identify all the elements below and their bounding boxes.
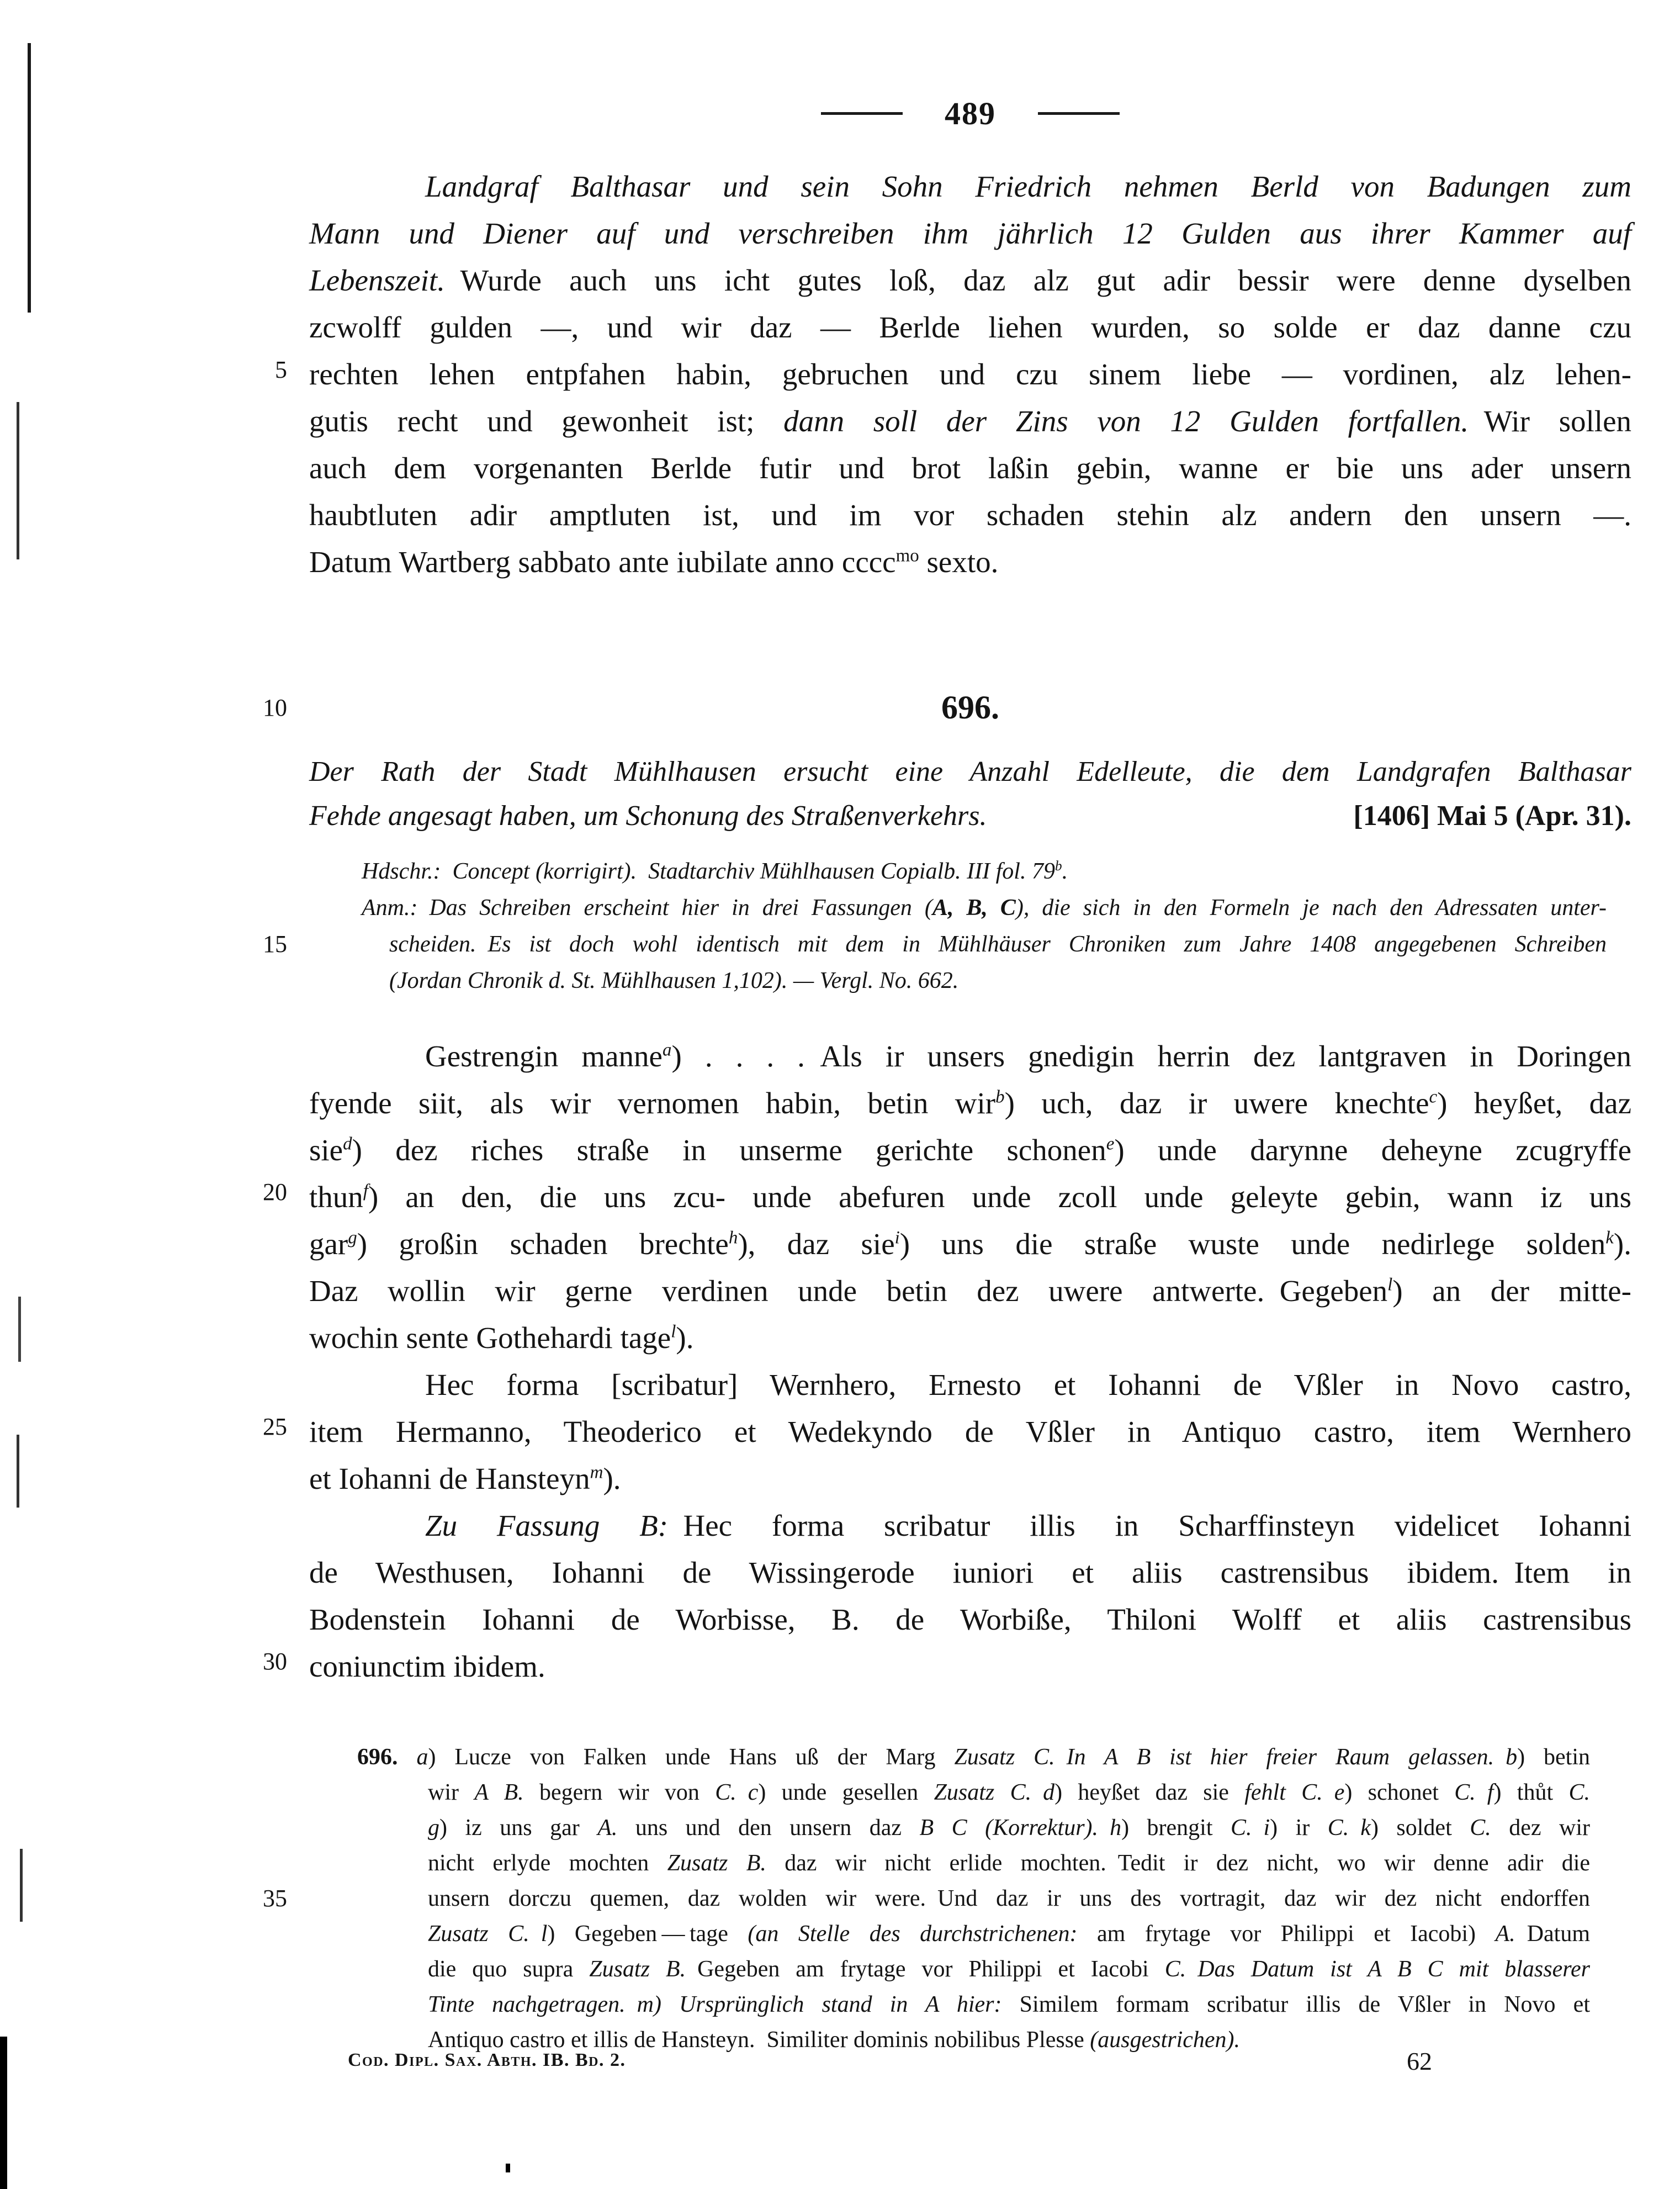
text-segment: ), die sich in den Formeln je nach den Adressaten unter- <box>1015 895 1607 921</box>
text-segment: C. f <box>1454 1780 1494 1805</box>
text-segment: ) ir <box>1270 1815 1328 1841</box>
text-line <box>428 1846 1590 1881</box>
text-segment <box>1252 1815 1264 1841</box>
text-line <box>309 1173 1631 1220</box>
text-segment: Datum <box>1515 1921 1590 1947</box>
text-segment: B C (Korrektur). <box>919 1815 1099 1841</box>
margin-line-number-5: 5 <box>275 356 287 383</box>
text-line <box>309 538 1631 585</box>
text-segment: coniunctim ibidem. <box>309 1649 545 1683</box>
text-segment: Antiquo castro et illis de Hansteyn. Similiter dominis nobilibus Plesse <box>428 2027 1090 2053</box>
text-segment: ) uns die straße wuste unde nedirlege solden <box>899 1227 1606 1261</box>
page-header <box>309 88 1631 138</box>
text-segment: Hec forma scribatur illis in Scharffinsteyn videlicet Iohanni <box>668 1509 1631 1542</box>
text-line <box>309 445 1631 491</box>
text-line <box>428 1775 1590 1810</box>
scan-artifact <box>28 43 31 313</box>
text-segment: Lebenszeit. <box>309 263 445 297</box>
text-line <box>309 1408 1631 1455</box>
text-line <box>309 257 1631 304</box>
text-segment: ) unde darynne deheyne zcugryffe <box>1114 1133 1631 1167</box>
text-line <box>309 1643 1631 1690</box>
text-segment: ) an der mitte- <box>1392 1274 1631 1308</box>
text-segment: i <box>894 1228 900 1248</box>
text-segment: ) brengit <box>1121 1815 1231 1841</box>
text-segment: haubtluten adir amptluten ist, und im vor schaden stehin alz andern den unsern —. <box>309 498 1631 532</box>
text-segment: begern wir von <box>523 1780 716 1805</box>
text-segment: Wurde auch uns icht gutes loß, daz alz gut adir bessir were denne dyselben <box>444 263 1631 297</box>
text-line <box>362 853 1607 890</box>
text-segment: ). <box>1613 1227 1631 1261</box>
text-line <box>428 1881 1590 1916</box>
text-segment: ) schonet <box>1344 1780 1455 1805</box>
text-segment: l <box>671 1321 676 1342</box>
series-signature: Cod. Dipl. Sax. Abth. IB. Bd. 2. <box>348 2050 626 2070</box>
text-segment: am frytage vor Philippi et Iacobi) <box>1077 1921 1496 1947</box>
text-segment: scheiden. Es ist doch wohl identisch mit dem in Mühlhäuser Chroniken zum Jahre 1408 angegebenen Schreiben <box>389 932 1607 957</box>
text-segment: l <box>1387 1275 1393 1295</box>
text-segment: A. <box>597 1815 618 1841</box>
text-line <box>309 210 1631 257</box>
text-segment: h <box>728 1228 738 1248</box>
text-segment: b <box>1054 859 1062 874</box>
text-line <box>309 163 1631 210</box>
margin-line-number-35: 35 <box>263 1885 287 1912</box>
header-rule-right <box>1038 112 1120 115</box>
text-line <box>309 351 1631 398</box>
text-segment: C. c <box>715 1780 759 1805</box>
text-segment: ) Lucze von Falken unde Hans uß der Marg <box>428 1744 955 1770</box>
text-segment: ) dez riches straße in unserme gerichte schonen <box>352 1133 1106 1167</box>
scan-artifact <box>18 1297 21 1362</box>
text-segment: gar <box>309 1227 348 1261</box>
text-segment: Tinte nachgetragen. m) Ursprünglich stand in A hier: <box>428 1992 1002 2017</box>
text-segment: d <box>343 1134 352 1154</box>
header-rule-left <box>821 112 903 115</box>
text-segment: ) . . . . Als ir unsers gnedigin herrin dez lantgraven in Doringen <box>671 1039 1631 1073</box>
text-segment: Landgraf Balthasar und sein Sohn Friedrich nehmen Berld von Badungen zum <box>425 170 1631 203</box>
text-segment: Mann und Diener auf und verschreiben ihm jährlich 12 Gulden aus ihrer Kammer auf <box>309 216 1631 250</box>
scan-artifact <box>17 402 19 559</box>
text-segment: unsern dorczu quemen, daz wolden wir were. Und daz ir uns des vortragit, daz wir dez nicht endorffen <box>428 1886 1590 1911</box>
text-segment: k <box>1605 1228 1614 1248</box>
text-segment: Zusatz C. l <box>428 1921 548 1947</box>
scan-artifact <box>506 2164 510 2172</box>
text-segment <box>1349 1815 1360 1841</box>
text-segment: (an Stelle des durchstrichenen: <box>748 1921 1078 1947</box>
text-segment: C. Das Datum ist A B C mit blasserer <box>1164 1957 1590 1982</box>
entry-696-summary <box>309 750 1631 838</box>
text-segment: C. <box>1568 1780 1590 1805</box>
text-segment: ) an den, die uns zcu- unde abefuren unde zcoll unde geleyte gebin, wann iz uns <box>368 1180 1631 1214</box>
text-segment: h <box>1110 1815 1122 1841</box>
text-segment: ) uch, daz ir uwere knechte <box>1004 1086 1429 1120</box>
text-line <box>389 926 1607 963</box>
text-segment: m <box>590 1462 603 1483</box>
text-segment: Hdschr.: Concept (korrigirt). Stadtarchiv Mühlhausen Copialb. III fol. 79 <box>362 859 1055 884</box>
text-line <box>309 1549 1631 1596</box>
text-line <box>357 1739 1591 1775</box>
text-segment: ) unde gesellen <box>758 1780 934 1805</box>
text-line <box>309 1455 1631 1502</box>
text-segment: uns und den unsern daz <box>617 1815 920 1841</box>
text-segment: Zusatz B. <box>667 1850 766 1876</box>
text-segment: C. <box>1230 1815 1252 1841</box>
sheet-number: 62 <box>1407 2047 1432 2075</box>
text-segment: ). <box>603 1462 621 1495</box>
text-line <box>309 398 1631 445</box>
text-segment: ) Gegeben — tage <box>547 1921 748 1947</box>
text-segment: daz wir nicht erlide mochten. Tedit ir dez nicht, wo wir denne adir die <box>766 1850 1591 1876</box>
text-segment: de Westhusen, Iohanni de Wissingerode iuniori et aliis castrensibus ibidem. Item in <box>309 1556 1631 1589</box>
text-segment: item Hermanno, Theoderico et Wedekyndo de Vßler in Antiquo castro, item Wernhero <box>309 1415 1631 1448</box>
text-segment: c <box>1429 1087 1438 1107</box>
text-segment: a <box>662 1040 672 1060</box>
text-segment: (ausgestrichen). <box>1090 2027 1241 2053</box>
text-segment: Zusatz C. d <box>934 1780 1055 1805</box>
text-segment: dez wir <box>1491 1815 1590 1841</box>
text-segment: Similem formam scribatur illis de Vßler in Novo et <box>1001 1992 1590 2017</box>
text-line <box>309 1596 1631 1643</box>
text-segment: k <box>1360 1815 1371 1841</box>
entry-696-apparatus <box>362 853 1607 999</box>
text-line <box>309 304 1631 351</box>
text-line <box>309 1314 1631 1361</box>
text-line <box>309 1502 1631 1549</box>
text-segment: A B. <box>474 1780 524 1805</box>
text-line <box>428 1987 1590 2022</box>
text-segment: auch dem vorgenanten Berlde futir und brot laßin gebin, wanne er bie uns ader unsern <box>309 451 1631 485</box>
margin-line-number-25: 25 <box>263 1413 287 1440</box>
text-segment: Zusatz B. <box>589 1957 686 1982</box>
text-segment: ) iz uns gar <box>439 1815 598 1841</box>
text-line <box>309 794 1631 838</box>
text-segment <box>1098 1815 1110 1841</box>
text-segment: ). <box>676 1321 694 1355</box>
text-segment: g <box>348 1228 357 1248</box>
entry-696-footnotes <box>357 1739 1591 2058</box>
scan-artifact <box>20 1849 23 1922</box>
text-segment: C. <box>1327 1815 1349 1841</box>
text-line <box>309 491 1631 538</box>
text-segment: et Iohanni de Hansteyn <box>309 1462 590 1495</box>
text-segment: e <box>1106 1134 1115 1154</box>
text-segment: zcwolff gulden —, und wir daz — Berlde liehen wurden, so solde er daz danne czu <box>309 310 1631 344</box>
text-line <box>389 963 1607 999</box>
text-segment: wir <box>428 1780 475 1805</box>
text-segment: f <box>363 1181 368 1201</box>
text-line <box>309 1080 1631 1127</box>
text-segment: A. <box>1495 1921 1515 1947</box>
margin-line-number-20: 20 <box>263 1178 287 1205</box>
text-segment: Der Rath der Stadt Mühlhausen ersucht eine Anzahl Edelleute, die dem Landgrafen Balthasar <box>309 756 1631 787</box>
text-line <box>428 1810 1590 1846</box>
text-line <box>309 1127 1631 1173</box>
text-segment: Gestrengin manne <box>425 1039 663 1073</box>
text-segment: Anm.: Das Schreiben erscheint hier in drei Fassungen ( <box>362 895 932 921</box>
text-segment: Gegeben am frytage vor Philippi et Iacobi <box>686 1957 1165 1982</box>
entry-695-text <box>309 163 1631 585</box>
text-segment: Bodenstein Iohanni de Worbisse, B. de Worbiße, Thiloni Wolff et aliis castrensibus <box>309 1603 1631 1636</box>
margin-line-number-15: 15 <box>263 930 287 958</box>
text-segment: . <box>1062 859 1068 884</box>
entry-696-letter-text <box>309 1033 1631 1690</box>
text-segment: wochin sente Gothehardi tage <box>309 1321 671 1355</box>
text-segment: ) heyßet daz sie <box>1054 1780 1245 1805</box>
text-segment: thun <box>309 1180 363 1214</box>
text-segment: Hec forma [scribatur] Wernhero, Ernesto et Iohanni de Vßler in Novo castro, <box>425 1368 1631 1402</box>
margin-line-number-30: 30 <box>263 1648 287 1675</box>
text-segment: C. <box>1470 1815 1491 1841</box>
text-line <box>309 1361 1631 1408</box>
text-segment: i <box>1263 1815 1270 1841</box>
text-segment: g <box>428 1815 439 1841</box>
text-segment: fehlt C. e <box>1244 1780 1345 1805</box>
text-segment: rechten lehen entpfahen habin, gebruchen und czu sinem liebe — vordinen, alz lehen- <box>309 357 1631 391</box>
text-segment: Datum Wartberg sabbato ante iubilate anno cccc <box>309 545 896 579</box>
page-number: 489 <box>945 95 996 131</box>
margin-line-number-10: 10 <box>263 694 287 721</box>
text-segment: ) soldet <box>1370 1815 1470 1841</box>
text-segment: [1406] Mai 5 (Apr. 31). <box>1353 800 1631 832</box>
text-line <box>309 1033 1631 1080</box>
scan-artifact <box>0 2037 7 2189</box>
text-segment: 696. <box>357 1744 417 1770</box>
text-segment: Zusatz C. In A B ist hier freier Raum gelassen. <box>954 1744 1494 1770</box>
text-segment: Zu Fassung B: <box>425 1509 669 1542</box>
text-segment: ), daz sie <box>738 1227 895 1261</box>
text-segment: sie <box>309 1133 343 1167</box>
scan-artifact <box>17 1435 19 1508</box>
text-segment <box>1494 1744 1506 1770</box>
text-segment: gutis recht und gewonheit ist; <box>309 404 784 438</box>
text-line <box>362 890 1607 926</box>
text-segment: dann soll der Zins von 12 Gulden fortfallen. <box>783 404 1469 438</box>
text-segment: die quo supra <box>428 1957 590 1982</box>
text-segment: mo <box>895 546 919 566</box>
text-segment: Fehde angesagt haben, um Schonung des Straßenverkehrs. <box>309 800 987 832</box>
text-segment: sexto. <box>919 545 999 579</box>
text-segment: b <box>995 1087 1005 1107</box>
text-line <box>309 1267 1631 1314</box>
text-segment: b <box>1506 1744 1518 1770</box>
text-segment: A, B, C <box>932 895 1016 921</box>
text-line <box>428 1916 1590 1952</box>
text-segment: Daz wollin wir gerne verdinen unde betin dez uwere antwerte. Gegeben <box>309 1274 1388 1308</box>
text-line <box>428 1952 1590 1987</box>
text-segment: ) heyßet, daz <box>1437 1086 1632 1120</box>
text-segment: fyende siit, als wir vernomen habin, betin wir <box>309 1086 996 1120</box>
text-line <box>309 1220 1631 1267</box>
entry-date <box>1353 794 1631 838</box>
text-segment: nicht erlyde mochten <box>428 1850 667 1876</box>
entry-696-number: 696. <box>941 689 999 726</box>
text-segment: Wir sollen <box>1469 404 1631 438</box>
text-segment: ) betin <box>1517 1744 1591 1770</box>
text-line <box>309 750 1631 794</box>
text-segment: ) thůt <box>1493 1780 1569 1805</box>
text-segment: ) großin schaden brechte <box>357 1227 729 1261</box>
text-segment: (Jordan Chronik d. St. Mühlhausen 1,102). — Vergl. No. 662. <box>389 968 959 993</box>
text-segment: a <box>416 1744 428 1770</box>
